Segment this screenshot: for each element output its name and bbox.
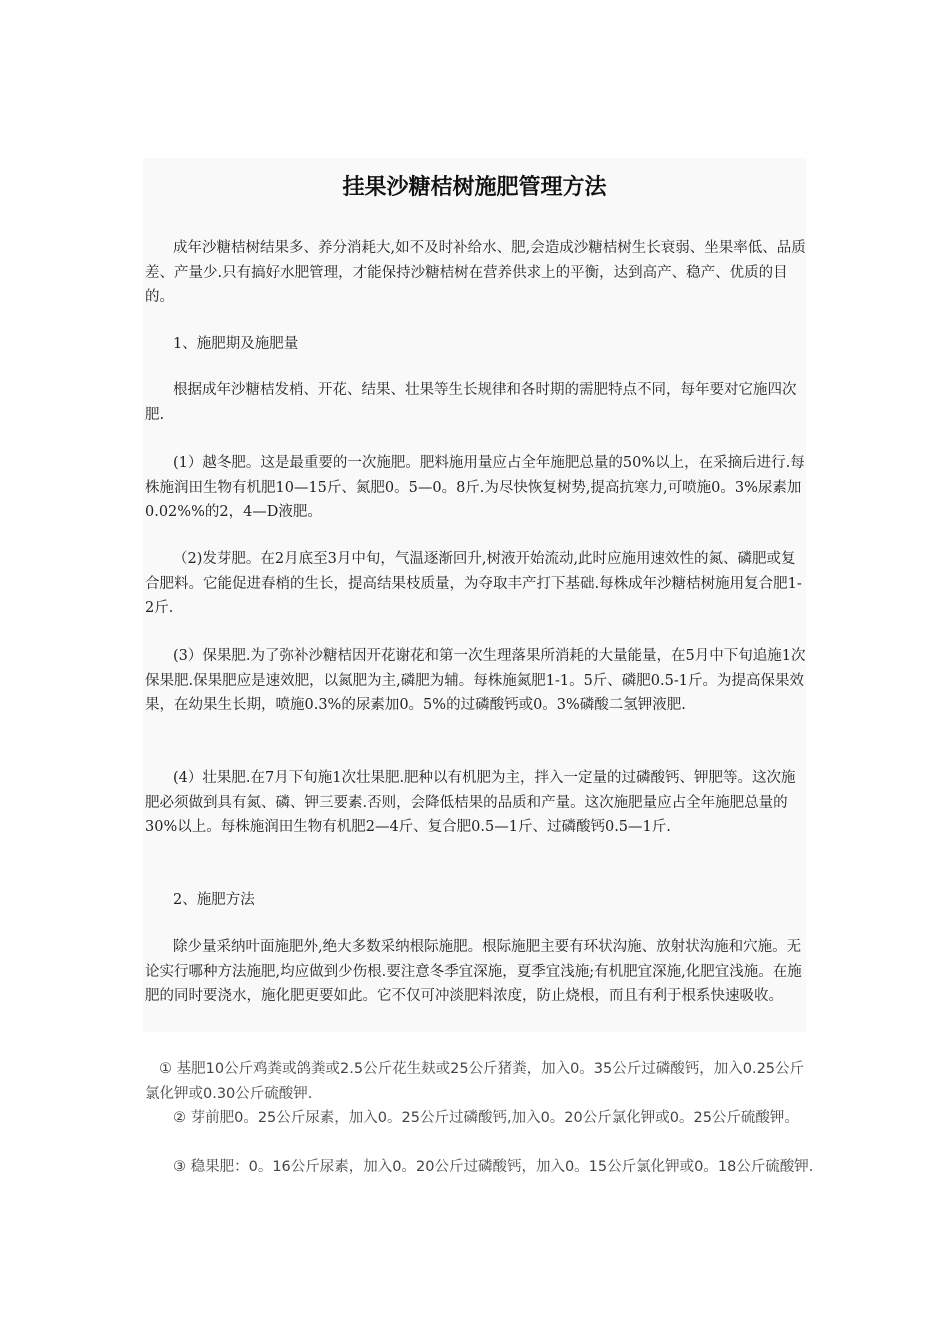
- list-item-pre-bud-fertilizer: ② 芽前肥0。25公斤尿素，加入0。25公斤过磷酸钙,加入0。20公斤氯化钾或0。25公斤硫酸钾。: [173, 1110, 799, 1126]
- intro-paragraph: 成年沙糖桔树结果多、养分消耗大,如不及时补给水、肥,会造成沙糖桔树生长衰弱、坐果率低、品质差、产量少.只有搞好水肥管理，才能保持沙糖桔树在营养供求上的平衡，达到高产、稳产、优质的目的。: [145, 240, 806, 305]
- list-item-stable-fruit-fertilizer: ③ 稳果肥：0。16公斤尿素，加入0。20公斤过磷酸钙，加入0。15公斤氯化钾或0。18公斤硫酸钾.: [173, 1159, 814, 1175]
- paragraph-winter-fertilizer: (1）越冬肥。这是最重要的一次施肥。肥料施用量应占全年施肥总量的50%以上，在采摘后进行.每株施润田生物有机肥10—15斤、氮肥0。5—0。8斤.为尽快恢复树势,提高抗寒力,可喷施0。3%尿素加0.02%%的2，4—D液肥。: [145, 455, 805, 520]
- paragraph-fruit-growth-fertilizer: (4）壮果肥.在7月下旬施1次壮果肥.肥种以有机肥为主，拌入一定量的过磷酸钙、钾肥等。这次施肥必须做到具有氮、磷、钾三要素.否则，会降低桔果的品质和产量。这次施肥量应占全年施肥总量的30%以上。每株施润田生物有机肥2—4斤、复合肥0.5—1斤、过磷酸钙0.5—1斤.: [145, 770, 796, 835]
- document-title: 挂果沙糖桔树施肥管理方法: [342, 174, 607, 200]
- paragraph-sprouting-fertilizer: （2)发芽肥。在2月底至3月中旬，气温逐渐回升,树液开始流动,此时应施用速效性的氮、磷肥或复合肥料。它能促进春梢的生长，提高结果枝质量，为夺取丰产打下基础.每株成年沙糖桔树施用复合肥1-2斤.: [145, 551, 802, 616]
- paragraph-four-times: 根据成年沙糖桔发梢、开花、结果、壮果等生长规律和各时期的需肥特点不同，每年要对它施四次肥.: [145, 382, 797, 423]
- list-item-base-fertilizer: ① 基肥10公斤鸡粪或鸽粪或2.5公斤花生麸或25公斤猪粪，加入0。35公斤过磷酸钙，加入0.25公斤氯化钾或0.30公斤硫酸钾.: [145, 1061, 805, 1102]
- paragraph-fruit-retention-fertilizer: (3）保果肥.为了弥补沙糖桔因开花谢花和第一次生理落果所消耗的大量能量，在5月中下旬追施1次保果肥.保果肥应是速效肥，以氮肥为主,磷肥为辅。每株施氮肥1-1。5斤、磷肥0.5-1斤。为提高保果效果，在幼果生长期，喷施0.3%的尿素加0。5%的过磷酸钙或0。3%磷酸二氢钾液肥.: [145, 648, 806, 713]
- paragraph-fertilizing-method: 除少量采纳叶面施肥外,绝大多数采纳根际施肥。根际施肥主要有环状沟施、放射状沟施和穴施。无论实行哪种方法施肥,均应做到少伤根.要注意冬季宜深施，夏季宜浅施;有机肥宜深施,化肥宜浅施。在施肥的同时要浇水，施化肥更要如此。它不仅可冲淡肥料浓度，防止烧根，而且有利于根系快速吸收。: [145, 939, 802, 1004]
- section-heading-fertilizing-period: 1、施肥期及施肥量: [173, 336, 299, 352]
- section-heading-fertilizing-method: 2、施肥方法: [173, 892, 255, 908]
